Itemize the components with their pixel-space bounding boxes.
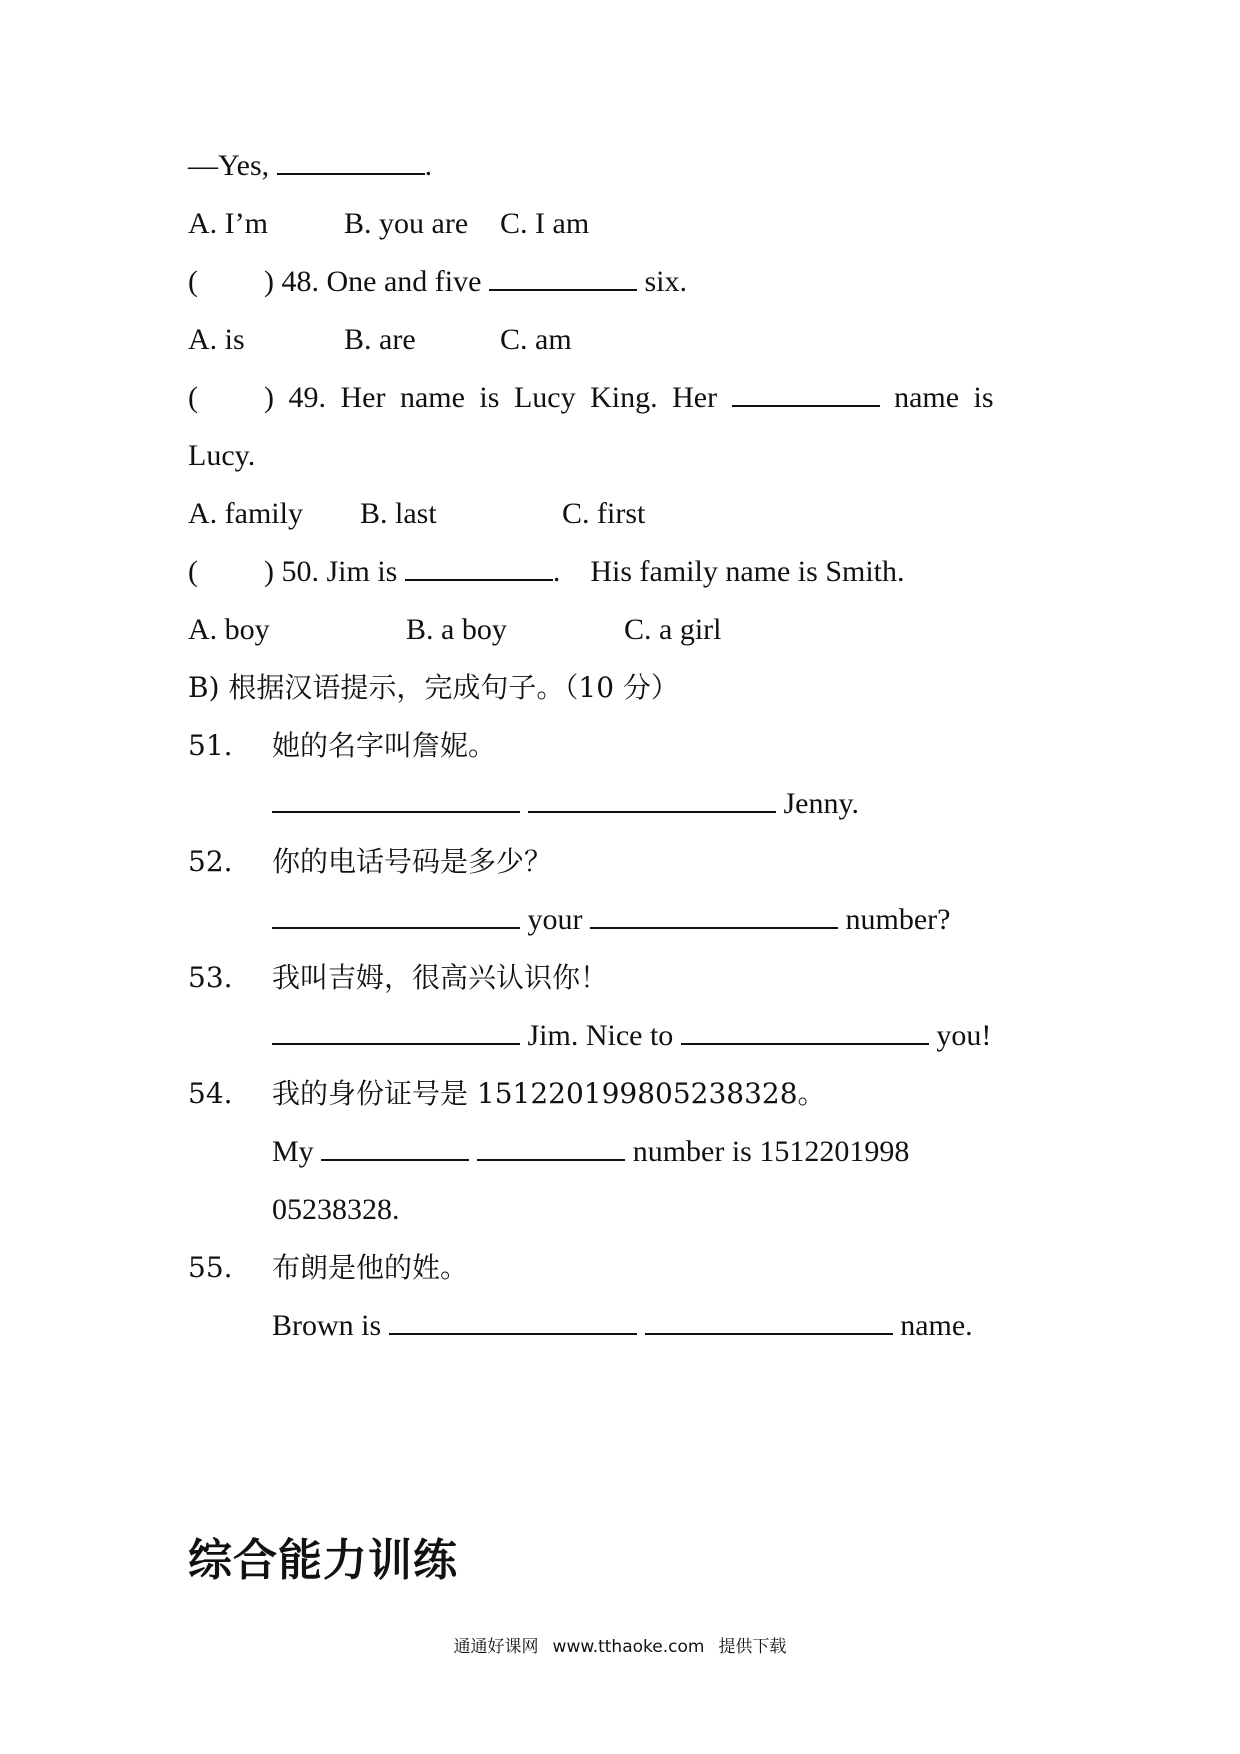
item-51-prompt: 51. 她的名字叫詹妮。	[188, 729, 497, 762]
item-55-answer: Brown is name.	[272, 1309, 973, 1342]
option-b: B. you are	[344, 207, 469, 240]
option-c: C. am	[500, 323, 572, 356]
answer-blank	[732, 381, 880, 407]
answer-blank	[405, 555, 553, 581]
item-54-prompt: 54. 我的身份证号是 151220199805238328。	[188, 1077, 826, 1110]
q49-stem-wrap: Lucy.	[188, 439, 256, 472]
answer-blank	[272, 903, 520, 929]
answer-blank	[477, 1135, 625, 1161]
q47-options	[188, 206, 589, 242]
item-54-answer-wrap: 05238328.	[272, 1193, 400, 1226]
answer-blank	[277, 149, 425, 175]
answer-blank	[389, 1309, 637, 1335]
answer-blank	[272, 1019, 520, 1045]
option-a: A. is	[188, 323, 245, 356]
option-a: A. I’m	[188, 207, 268, 240]
footer-url[interactable]: www.tthaoke.com	[552, 1637, 705, 1657]
item-52-prompt: 52. 你的电话号码是多少？	[188, 845, 553, 878]
q49-options	[188, 496, 645, 532]
section-b-title: B) 根据汉语提示，完成句子。（10 分）	[188, 671, 679, 704]
item-51-answer: Jenny.	[272, 786, 859, 822]
section-heading: 综合能力训练	[188, 1535, 458, 1586]
item-53-prompt: 53. 我叫吉姆，很高兴认识你！	[188, 961, 609, 994]
answer-blank	[645, 1309, 893, 1335]
footer-action: 提供下载	[718, 1637, 787, 1657]
item-54-answer: My number is 1512201998	[272, 1135, 910, 1168]
option-c: C. first	[562, 497, 646, 530]
footer-site-name: 通通好课网	[453, 1637, 539, 1657]
item-55-prompt: 55. 布朗是他的姓。	[188, 1251, 469, 1284]
option-b: B. last	[360, 497, 437, 530]
q49-stem: ( ) 49. Her name is Lucy King. Her name is	[188, 381, 994, 414]
footer	[0, 1632, 1240, 1657]
answer-blank	[321, 1135, 469, 1161]
q47-answer-line: —Yes, .	[188, 149, 433, 182]
q50-stem: ( ) 50. Jim is . His family name is Smith.	[188, 555, 905, 588]
option-b: B. are	[344, 323, 416, 356]
item-53-answer: Jim. Nice to you!	[272, 1018, 991, 1054]
item-52-answer: your number?	[272, 902, 950, 938]
q50-options	[188, 612, 722, 648]
option-a: A. boy	[188, 613, 270, 646]
answer-blank	[590, 903, 838, 929]
answer-blank	[528, 787, 776, 813]
q48-stem: ( ) 48. One and five six.	[188, 265, 687, 298]
answer-blank	[489, 265, 637, 291]
answer-blank	[681, 1019, 929, 1045]
option-b: B. a boy	[406, 613, 507, 646]
answer-blank	[272, 787, 520, 813]
option-a: A. family	[188, 497, 303, 530]
option-c: C. a girl	[624, 613, 722, 646]
q48-options	[188, 322, 572, 358]
option-c: C. I am	[500, 207, 590, 240]
